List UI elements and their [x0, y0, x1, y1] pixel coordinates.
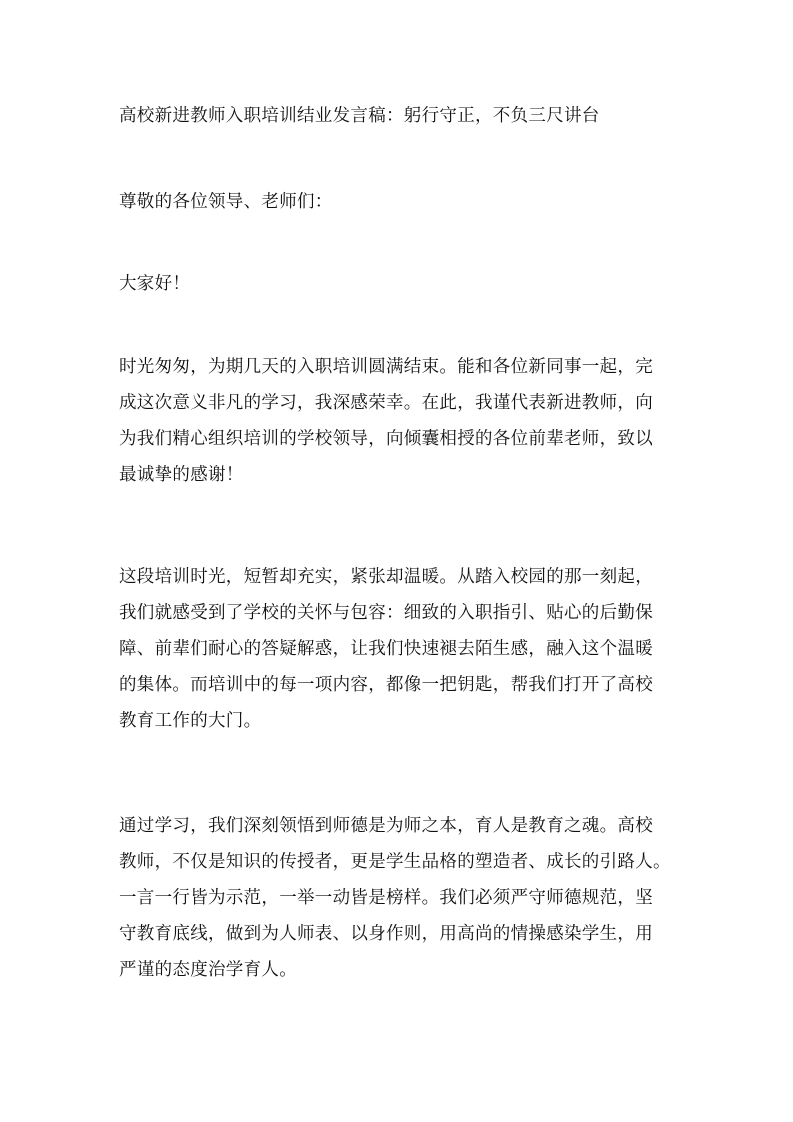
paragraph-line: 成这次意义非凡的学习，我深感荣幸。在此，我谨代表新进教师，向 — [119, 393, 653, 413]
greeting-line: 大家好！ — [119, 274, 191, 294]
paragraph-line: 教育工作的大门。 — [119, 711, 262, 731]
paragraph-line: 障、前辈们耐心的答疑解惑，让我们快速褪去陌生感，融入这个温暖 — [119, 639, 653, 659]
paragraph-line: 我们就感受到了学校的关怀与包容：细致的入职指引、贴心的后勤保 — [119, 603, 653, 623]
paragraph-line: 时光匆匆，为期几天的入职培训圆满结束。能和各位新同事一起，完 — [119, 357, 653, 377]
paragraph-line: 守教育底线，做到为人师表、以身作则，用高尚的情操感染学生，用 — [119, 924, 653, 944]
salutation — [119, 184, 679, 220]
paragraph-line: 严谨的态度治学育人。 — [119, 960, 297, 980]
paragraph-line: 通过学习，我们深刻领悟到师德是为师之本，育人是教育之魂。高校 — [119, 816, 653, 836]
title-line: 高校新进教师入职培训结业发言稿：躬行守正，不负三尺讲台 — [119, 106, 600, 126]
paragraph-line: 为我们精心组织培训的学校领导，向倾囊相授的各位前辈老师，致以 — [119, 429, 653, 449]
paragraph-1 — [119, 349, 679, 493]
greeting — [119, 266, 679, 302]
paragraph-3 — [119, 808, 679, 988]
paragraph-line: 最诚挚的感谢！ — [119, 465, 244, 485]
paragraph-line: 的集体。而培训中的每一项内容，都像一把钥匙，帮我们打开了高校 — [119, 675, 653, 695]
salutation-line: 尊敬的各位领导、老师们： — [119, 192, 333, 212]
paragraph-line: 一言一行皆为示范，一举一动皆是榜样。我们必须严守师德规范，坚 — [119, 888, 653, 908]
paragraph-2 — [119, 559, 679, 739]
paragraph-line: 教师，不仅是知识的传授者，更是学生品格的塑造者、成长的引路人。 — [119, 852, 671, 872]
paragraph-line: 这段培训时光，短暂却充实，紧张却温暖。从踏入校园的那一刻起， — [119, 567, 653, 587]
document-title — [119, 98, 679, 134]
